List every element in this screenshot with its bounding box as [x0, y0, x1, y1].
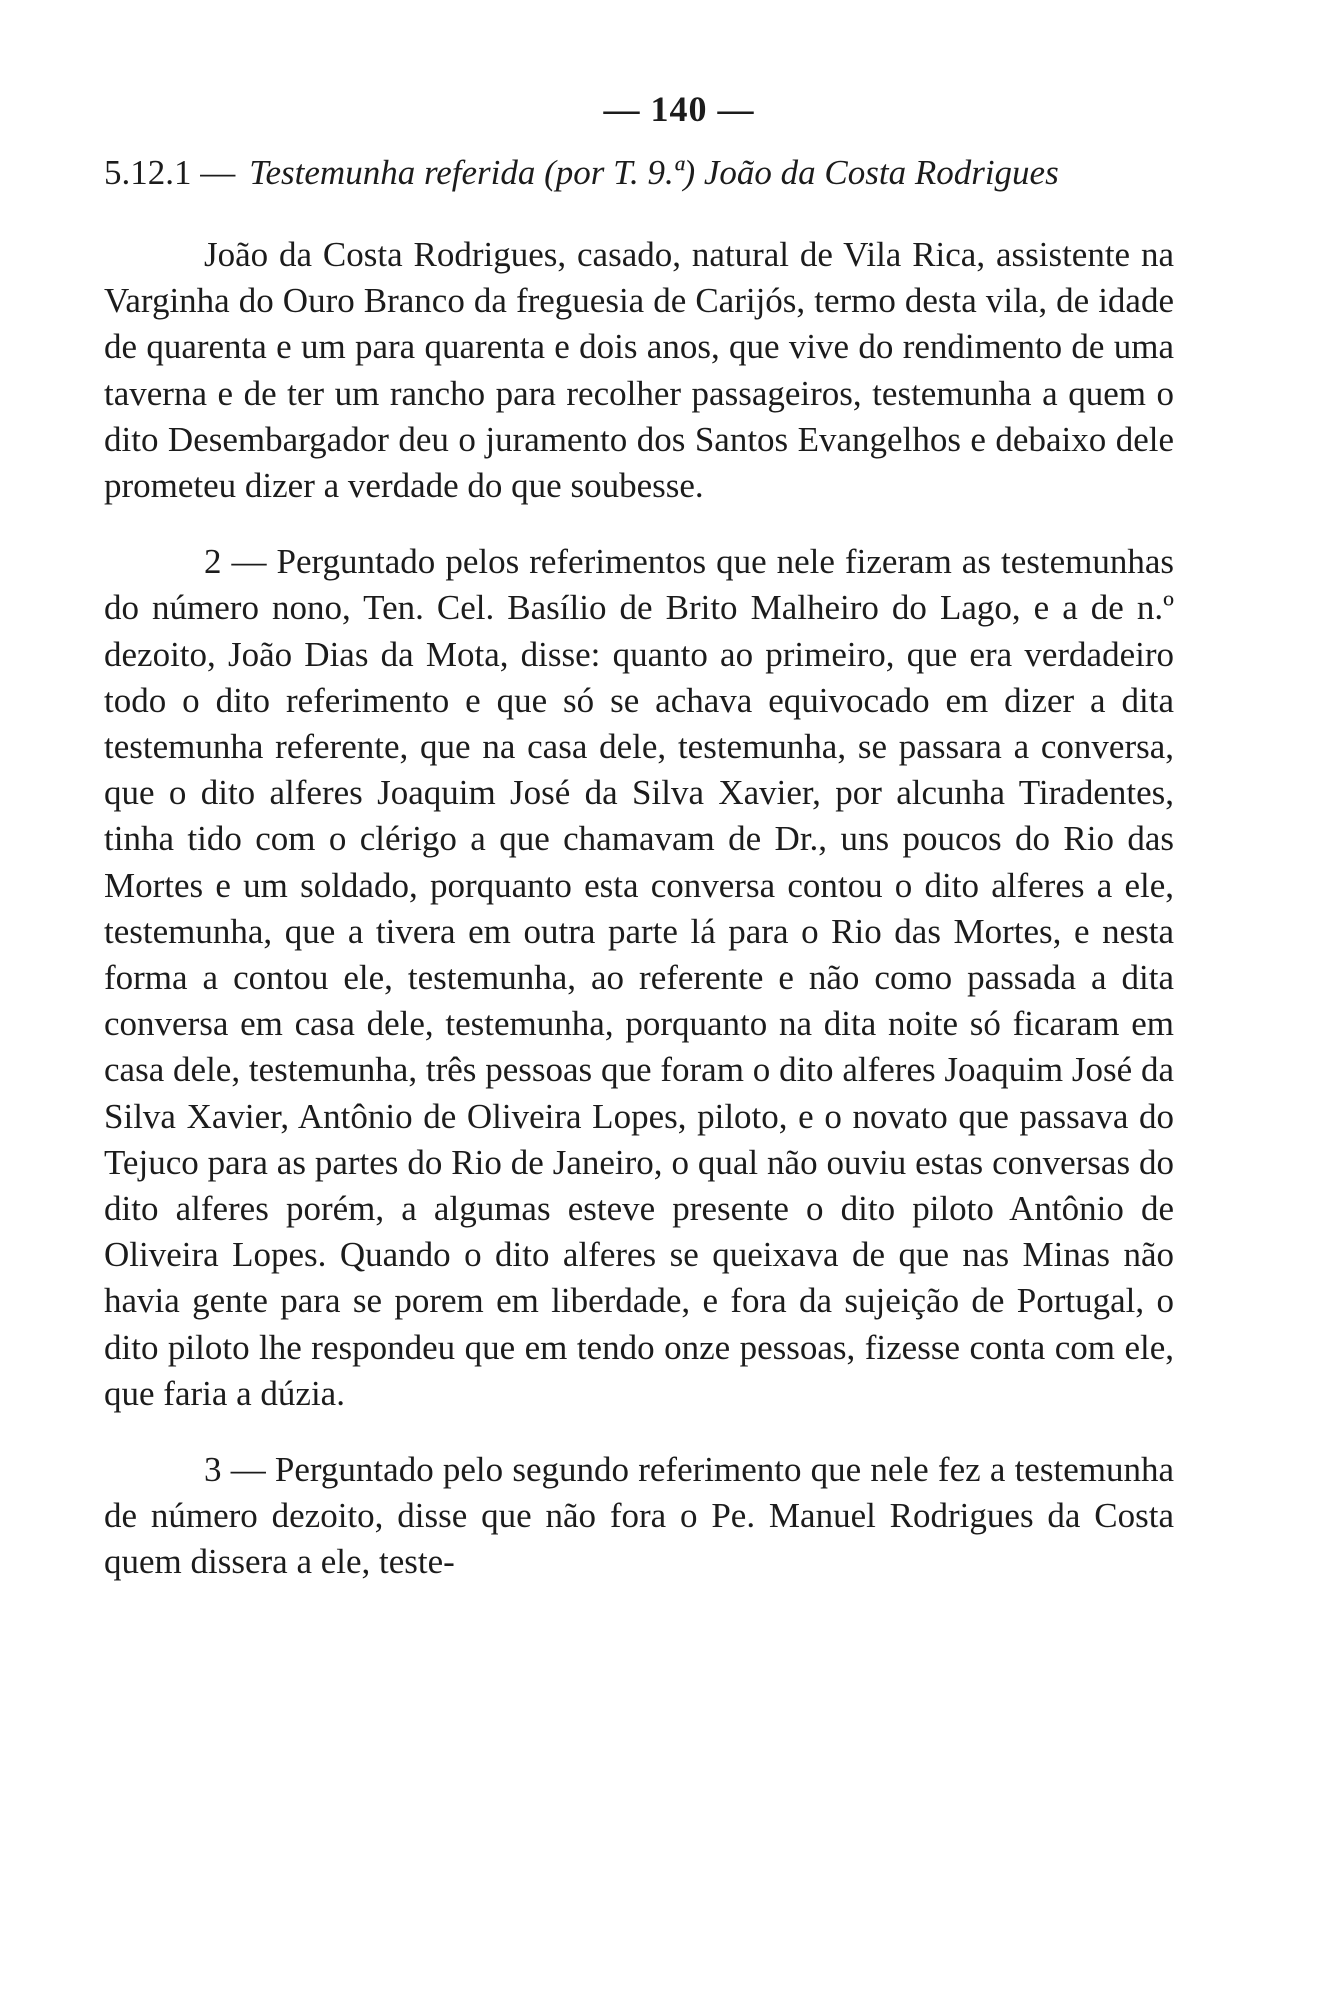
paragraph-item-3: 3 — Perguntado pelo segundo referimento que nele fez a testemunha de número dezoito, disse que não fora o Pe. Manuel Rodrigues da Costa quem dissera a ele, teste-	[104, 1450, 1174, 1582]
body-text	[104, 232, 1174, 1586]
section-title: Testemunha referida (por T. 9.ª) João da Costa Rodrigues	[249, 153, 1059, 192]
paragraph-item-2: 2 — Perguntado pelos referimentos que nele fizeram as testemunhas do número nono, Ten. Cel. Basílio de Brito Malheiro do Lago, e a de n.º dezoito, João Dias da Mota, disse: quanto ao primeiro, que era verdadeiro todo o dito referimento e que só se achava equivocado em dizer a dita testemunha referente, que na casa dele, testemunha, se passara a conversa, que o dito alferes Joaquim José da Silva Xavier, por alcunha Tiradentes, tinha tido com o clérigo a que chamavam de Dr., uns poucos do Rio das Mortes e um soldado, porquanto esta conversa contou o dito alferes a ele, testemunha, que a tivera em outra parte lá para o Rio das Mortes, e nesta forma a contou ele, testemunha, ao referente e não como passada a dita conversa em casa dele, testemunha, porquanto na dita noite só ficaram em casa dele, testemunha, três pessoas que foram o dito alferes Joaquim José da Silva Xavier, Antônio de Oliveira Lopes, piloto, e o novato que passava do Tejuco para as partes do Rio de Janeiro, o qual não ouviu estas conversas do dito alferes porém, a algumas esteve presente o dito piloto Antônio de Oliveira Lopes. Quando o dito alferes se queixava de que nas Minas não havia gente para se porem em liberdade, e fora da sujeição de Portugal, o dito piloto lhe respondeu que em tendo onze pessoas, fizesse conta com ele, que faria a dúzia.	[104, 542, 1174, 1413]
section-number: 5.12.1 —	[104, 153, 236, 192]
section-heading	[104, 148, 1174, 198]
paragraph-witness-intro: João da Costa Rodrigues, casado, natural de Vila Rica, assistente na Varginha do Ouro Branco da freguesia de Carijós, termo desta vila, de idade de quarenta e um para quarenta e dois anos, que vive do rendimento de uma taverna e de ter um rancho para recolher passageiros, testemunha a quem o dito Desembargador deu o juramento dos Santos Evangelhos e debaixo dele prometeu dizer a verdade do que soubesse.	[104, 235, 1174, 506]
document-page	[104, 88, 1174, 1586]
page-number: — 140 —	[603, 89, 755, 129]
